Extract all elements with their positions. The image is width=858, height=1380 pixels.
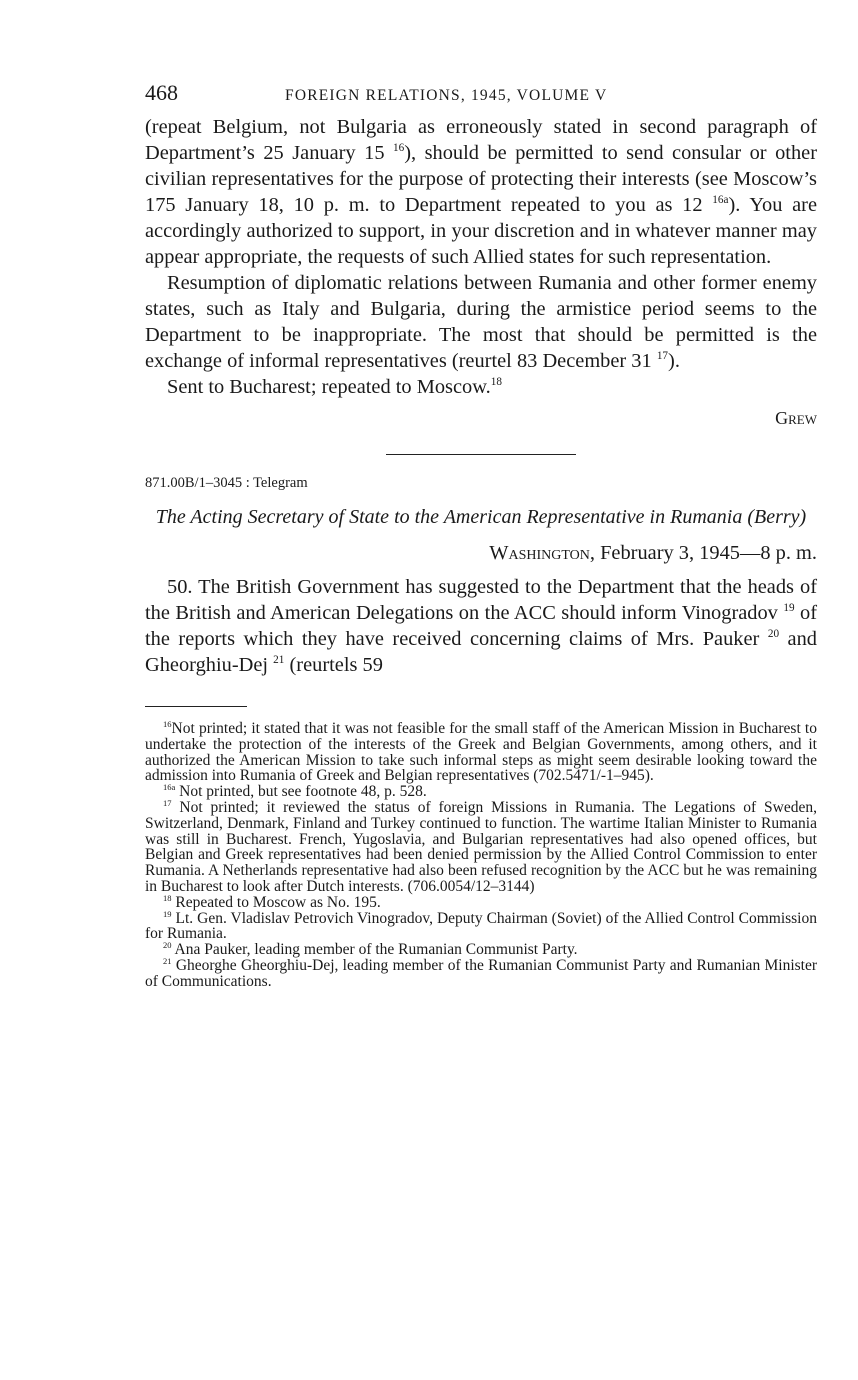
footnote-ref-21: 21 <box>273 654 285 667</box>
footnote-text: Ana Pauker, leading member of the Rumanian Communist Party. <box>174 941 578 959</box>
footnote-17 <box>145 797 817 895</box>
text-run: 50. The British Government has suggested to the Department that the heads of the British and American Delegations on the ACC should inform Vinogradov <box>145 576 817 624</box>
running-title: FOREIGN RELATIONS, 1945, VOLUME V <box>285 87 608 104</box>
footnotes <box>145 718 818 990</box>
title-run: The Acting Secretary of State to the American Representative in Rumania ( <box>155 506 754 528</box>
page-header <box>145 80 817 114</box>
footnote-ref-18: 18 <box>490 376 502 389</box>
footnote-ref-19: 19 <box>783 602 795 615</box>
dateline-place: Washington <box>489 542 590 564</box>
footnote-mark: 20 <box>163 940 172 950</box>
text-run: Resumption of diplomatic relations between Rumania and other former enemy states, such as Italy and Bulgaria, during the armistice period seems to the Department to be inappropriate. The most that should be permitted is the exchange of informal representatives (reurtel 83 December 31 <box>145 272 817 372</box>
footnote-mark: 19 <box>163 908 172 919</box>
title-name: Berry <box>753 506 800 528</box>
footnote-ref-17: 17 <box>656 350 669 363</box>
footnote-ref-16: 16 <box>393 142 405 155</box>
footnote-mark: 18 <box>163 892 172 903</box>
body-text <box>145 114 817 400</box>
paragraph-sent-to <box>145 374 817 400</box>
document-title <box>145 505 817 530</box>
footnote-text: Lt. Gen. Vladislav Petrovich Vinogradov, Deputy Chairman (Soviet) of the Allied Control Commission for Rumania. <box>145 909 817 943</box>
text-run: ), should be permitted to send consular or other civilian representatives for the purpose of protecting their interests (see Moscow’s 175 January 18, 10 p. m. to Department repeated to you as 12 <box>145 142 817 216</box>
paragraph-resumption <box>145 270 817 374</box>
footnote-16 <box>145 718 817 785</box>
footnote-text: Gheorghe Gheorghiu-Dej, leading member of the Rumanian Communist Party and Rumanian Minister of Communications. <box>145 956 818 990</box>
text-run: and Gheorghiu-Dej <box>145 628 817 676</box>
text-run: (repeat Belgium, not Bulgaria as erroneously stated in second paragraph of Department’s 25 January 15 <box>145 116 817 164</box>
text-run: ). <box>668 350 680 372</box>
section-divider <box>386 454 576 455</box>
signature: Grew <box>775 408 817 428</box>
footnote-rule <box>145 706 247 707</box>
telegram-body <box>145 574 817 678</box>
footnote-20 <box>145 942 817 958</box>
footnote-text: Not printed, but see footnote 48, p. 528. <box>179 783 427 801</box>
text-run: ). You are accordingly authorized to support, in your discretion and in whatever manner may appear appropriate, the requests of such Allied states for such representation. <box>145 194 817 268</box>
page-number: 468 <box>145 80 178 105</box>
footnote-16a <box>145 784 817 800</box>
footnote-mark: 16 <box>163 718 172 729</box>
dateline <box>145 542 817 570</box>
footnote-ref-20: 20 <box>767 628 780 641</box>
text-run: of the reports which they have received concerning claims of Mrs. Pauker <box>145 602 817 650</box>
document-page <box>145 80 817 990</box>
text-run: (reurtels 59 <box>284 654 383 676</box>
footnote-mark: 21 <box>163 955 172 966</box>
footnote-18 <box>145 892 817 911</box>
footnote-21 <box>145 955 818 990</box>
footnote-text: Not printed; it reviewed the status of foreign Missions in Rumania. The Legations of Sweden, Switzerland, Denmark, Finland and Turkey continued to function. The wartime Italian Minister to Rumania was still in Bucharest. French, Yugoslavia, and Bulgarian representatives had also opened offices, but Belgian and Greek representatives had been denied permission by the Allied Control Commission to enter Rumania. A Netherlands representative had also been refused recognition by the ACC but he was remaining in Bucharest to look after Dutch interests. (706.0054/12–3144) <box>145 798 817 895</box>
footnote-text: Not printed; it stated that it was not feasible for the small staff of the American Mission in Bucharest to undertake the protection of the interests of the Greek and Belgian Governments, among others, and it authorized the American Mission to take such informal steps as might seem desirable looking toward the admission into Rumania of Greek and Belgian representatives (702.5471/-1–945). <box>145 720 817 785</box>
footnote-ref-16a: 16a <box>712 194 729 207</box>
document-id: 871.00B/1–3045 : Telegram <box>145 475 308 491</box>
paragraph-telegram <box>145 574 817 678</box>
footnote-mark: 16a <box>163 782 176 793</box>
text-run: Sent to Bucharest; repeated to Moscow. <box>167 376 491 398</box>
footnote-mark: 17 <box>163 797 172 808</box>
dateline-date: , February 3, 1945—8 p. m. <box>589 542 817 564</box>
title-run: ) <box>799 506 807 528</box>
footnote-text: Repeated to Moscow as No. 195. <box>175 893 381 911</box>
footnote-19 <box>145 908 817 943</box>
paragraph-continuation <box>145 114 817 270</box>
